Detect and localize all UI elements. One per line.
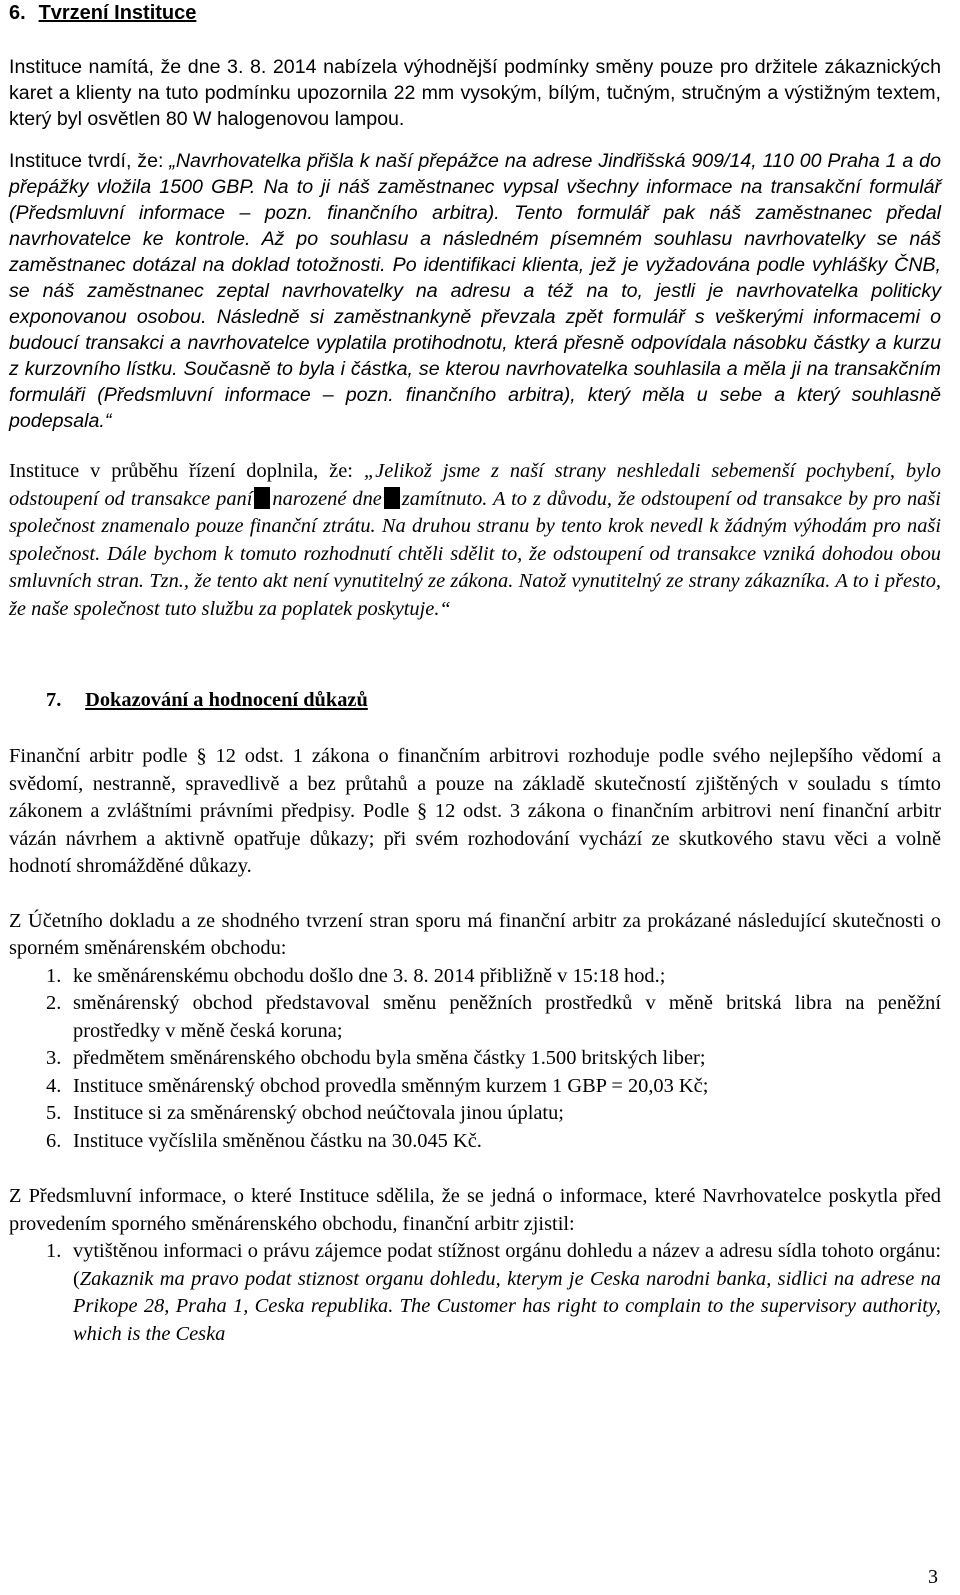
finding-lead: vytištěnou informaci o právu zájemce podat stížnost orgánu dohledu a název a adresu sídla tohoto orgánu: ( bbox=[73, 1240, 941, 1290]
list-item: 1. vytištěnou informaci o právu zájemce podat stížnost orgánu dohledu a název a adresu sídla tohoto orgánu: (Zakaznik ma pravo podat stiznost organu dohledu, kterym je Ceska narodni banka, sidlici na adrese na Prikope 28, Praha 1, Ceska republika. The Customer has right to complain to the supervisory authority, which is the Ceska bbox=[46, 1240, 941, 1345]
list-item: 6. Instituce vyčíslila směněnou částku na 30.045 Kč. bbox=[46, 1129, 482, 1152]
supplement-quote-part-a: „Jelikož jsme z naší strany neshledali sebemenší pochybení, bylo odstoupení od transakce paní bbox=[9, 460, 941, 510]
list-item: 3. předmětem směnárenského obchodu byla směna částky 1.500 britských liber; bbox=[46, 1047, 706, 1069]
section-7-title: Dokazování a hodnocení důkazů bbox=[85, 689, 368, 711]
list-item: 2. směnárenský obchod představoval směnu peněžních prostředků v měně britská libra na peněžní prostředky v měně česká koruna; bbox=[46, 992, 941, 1042]
claims-intro: Instituce tvrdí, že: bbox=[9, 150, 170, 172]
paragraph-institution-supplement bbox=[9, 458, 941, 623]
page-number: 3 bbox=[928, 1566, 938, 1588]
section-7-number: 7. bbox=[46, 689, 62, 711]
document-page bbox=[9, 0, 941, 1348]
paragraph-accounting-document: Z Účetního dokladu a ze shodného tvrzení stran sporu má finanční arbitr za prokázané následující skutečnosti o sporném směnárenském obchodu: bbox=[9, 909, 941, 959]
proven-facts-list bbox=[9, 963, 941, 1156]
paragraph-precontract-info: Z Předsmluvní informace, o které Instituce sdělila, že se jedná o informace, které Navrhovatelce poskytla před provedením sporného směnárenského obchodu, finanční arbitr zjistil: bbox=[9, 1185, 941, 1235]
supplement-quote-part-c: zamítnuto. A to z důvodu, že odstoupení od transakce by pro naši společnost znamenalo pouze finanční ztrátu. Na druhou stranu by tento krok nevedl k žádným výhodám pro naši společnost. Dále bychom k tomuto rozhodnutí chtěli sdělit to, že odstoupení od transakce vzniká dohodou obou smluvních stran. Tzn., že tento akt není vynutitelný ze zákona. Natož vynutitelný ze strany zákazníka. A to i přesto, že naše společnost tuto službu za poplatek poskytuje.“ bbox=[9, 487, 941, 620]
section-6-number: 6. bbox=[9, 2, 26, 24]
redaction-block-birthdate bbox=[384, 487, 400, 509]
supplement-intro: Instituce v průběhu řízení doplnila, že: bbox=[9, 460, 364, 482]
finding-quote: Zakaznik ma pravo podat stiznost organu dohledu, kterym je Ceska narodni banka, sidlici na adrese na Prikope 28, Praha 1, Ceska republika. The Customer has right to complain to the supervisory authority, which is the Ceska bbox=[73, 1267, 941, 1345]
claims-quote: „Navrhovatelka přišla k naší přepážce na adrese Jindřišská 909/14, 110 00 Praha 1 a do přepážky vložila 1500 GBP. Na to ji náš zaměstnanec vypsal všechny informace na transakční formulář (Předsmluvní informace – pozn. finančního arbitra). Tento formulář pak náš zaměstnanec předal navrhovatelce ke kontrole. Až po souhlasu a následném písemném souhlasu navrhovatelky se náš zaměstnanec dotázal na doklad totožnosti. Po identifikaci klienta, jež je vyžadována podle vyhlášky ČNB, se náš zaměstnanec zeptal navrhovatelky na adresu a též na to, jestli je navrhovatelka politicky exponovanou osobou. Následně si zaměstnankyně převzala zpět formulář s veškerými informacemi o budoucí transakci a navrhovatelce vyplatila protihodnotu, která přesně odpovídala násobku částky a kurzu z kurzovního lístku. Současně to byla i částka, se kterou navrhovatelka souhlasila a měla ji na transakčním formuláři (Předsmluvní informace – pozn. finančního arbitra), který měla u sebe a který souhlasně podepsala.“ bbox=[9, 150, 941, 432]
list-item: 5. Instituce si za směnárenský obchod neúčtovala jinou úplatu; bbox=[46, 1102, 564, 1124]
section-6-title: Tvrzení Instituce bbox=[38, 2, 197, 24]
paragraph-institution-claims bbox=[9, 148, 941, 434]
list-item: 1. ke směnárenskému obchodu došlo dne 3. 8. 2014 přibližně v 15:18 hod.; bbox=[46, 964, 666, 987]
paragraph-institution-objection: Instituce namítá, že dne 3. 8. 2014 nabízela výhodnější podmínky směny pouze pro držitele zákaznických karet a klienty na tuto podmínku upozornila 22 mm vysokým, bílým, tučným, stručným a výstižným textem, který byl osvětlen 80 W halogenovou lampou. bbox=[9, 56, 941, 130]
section-7-heading bbox=[9, 687, 941, 713]
section-6-heading bbox=[9, 0, 941, 26]
supplement-quote-part-b: narozené dne bbox=[272, 487, 382, 510]
precontract-findings-list bbox=[9, 1238, 941, 1348]
paragraph-arbiter-principles: Finanční arbitr podle § 12 odst. 1 zákona o finančním arbitrovi rozhoduje podle svého nejlepšího vědomí a svědomí, nestranně, spravedlivě a bez průtahů a pouze na základě skutečností zjištěných v souladu s tímto zákonem a zvláštními právními předpisy. Podle § 12 odst. 3 zákona o finančním arbitrovi není finanční arbitr vázán návrhem a aktivně opatřuje důkazy; při svém rozhodování vychází ze skutkového stavu věci a volně hodnotí shromážděné důkazy. bbox=[9, 745, 941, 877]
redaction-block-name bbox=[254, 487, 270, 509]
list-item: 4. Instituce směnárenský obchod provedla směnným kurzem 1 GBP = 20,03 Kč; bbox=[46, 1074, 709, 1097]
